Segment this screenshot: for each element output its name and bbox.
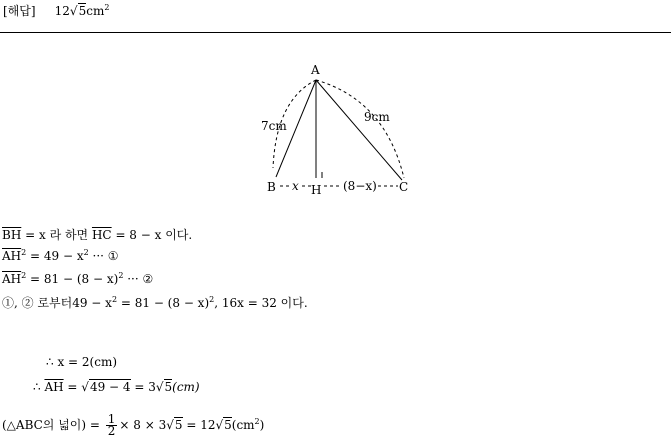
line-4-b: = 81 − (8 − x)	[117, 296, 210, 310]
answer-value: $12√5cm^2$	[54, 3, 110, 18]
bh-segment: $\overline{BH}$	[2, 228, 22, 242]
result-ah	[33, 380, 200, 394]
line-1	[2, 226, 192, 243]
result-unit: (cm)	[172, 380, 200, 394]
line-4-c: , 16x = 32 이다.	[214, 296, 308, 310]
result-mid: = 3√	[130, 380, 164, 394]
line-1-mid: = x 라 하면	[21, 228, 92, 242]
radicand-2: 5	[164, 380, 173, 394]
line-1-end: = 8 − x 이다.	[111, 228, 193, 242]
result-eq: = √	[63, 380, 89, 394]
hc-segment: $\overline{HC}$	[91, 228, 112, 242]
therefore-sign: ∴	[33, 380, 45, 394]
area-radicand-1: 5	[174, 418, 183, 432]
fraction-half: $\frac{1}{2}$	[107, 412, 116, 438]
area-eq: = 12√	[182, 418, 224, 432]
label-c: C	[399, 180, 409, 194]
label-h: H	[311, 183, 322, 197]
ah-segment: $\overline{AH}$	[2, 249, 22, 263]
radicand: 49 − 4	[89, 380, 131, 394]
line-4-a: ①, ② 로부터49 − x	[2, 296, 112, 310]
area-unit: (cm	[231, 418, 255, 432]
line-3-rest: = 81 − (8 − x)	[26, 272, 119, 286]
line-3-tail: ··· ②	[123, 272, 154, 286]
area-mult: × 8 × 3√	[119, 418, 174, 432]
line-2-rest: = 49 − x	[26, 249, 84, 263]
line-3: $\overline{AH}^2 = 81 - (8 - x)^2$ ··· ②	[2, 271, 154, 286]
label-8-x: (8−x)	[343, 179, 377, 193]
area-label: (△ABC의 넓이) =	[2, 418, 104, 432]
ah-segment-2: $\overline{AH}$	[2, 272, 22, 286]
line-2-tail: ··· ①	[88, 249, 119, 263]
ah-segment-3: $\overline{AH}$	[44, 380, 64, 394]
label-9cm: 9cm	[364, 110, 390, 124]
answer-label: [해답]	[3, 4, 36, 18]
line-4: ①, ② 로부터$49 - x^2 = 81 - (8 - x)^2$, 16x = 32 이다.	[2, 295, 308, 310]
line-2: $\overline{AH}^2 = 49 - x^2$ ··· ①	[2, 248, 119, 263]
area-radicand-2: 5	[224, 418, 232, 432]
label-x: x	[292, 179, 299, 193]
area-line: (△ABC의 넓이) = $\frac{1}{2}$ × $8 \times 3√5 = 12√5(cm^2)$	[2, 412, 265, 438]
label-b: B	[267, 180, 276, 194]
label-a: A	[311, 63, 320, 77]
side-ac	[316, 80, 402, 180]
result-x: ∴ x = 2(cm)	[46, 355, 117, 369]
label-7cm: 7cm	[261, 119, 287, 133]
